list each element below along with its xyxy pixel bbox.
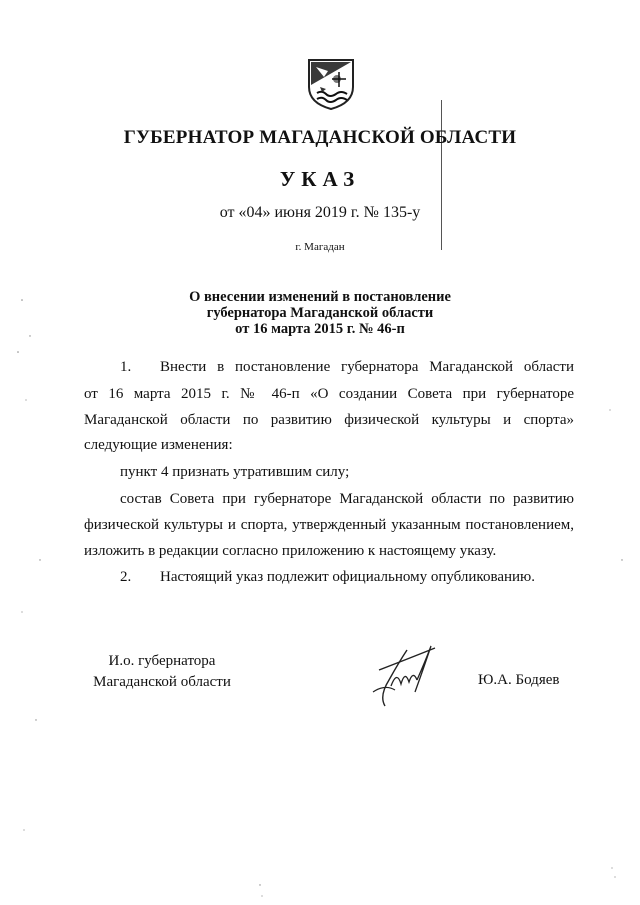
signatory-name: Ю.А. Бодяев [478,672,560,688]
paragraph-1-line-1: Внести в постановление губернатора Магаданской области [160,359,574,375]
paragraph-1-line-2: от 16 марта 2015 г. № 46-п «О создании Совета при губернаторе [84,386,574,402]
amendment-item-b-line-2: физической культуры и спорта, утвержденный указанным постановлением, [84,517,574,533]
paragraph-2-number: 2. [120,569,132,585]
document-type: УКАЗ [279,167,361,191]
signatory-position-line-2: Магаданской области [93,674,231,690]
paragraph-1-line-4: следующие изменения: [84,437,233,453]
amendment-item-b-line-1: состав Совета при губернаторе Магаданской области по развитию [120,491,574,507]
amendment-item-b-line-3: изложить в редакции согласно приложению к настоящему указу. [84,543,497,559]
subject-line-2: губернатора Магаданской области [206,305,434,321]
paragraph-2-text: Настоящий указ подлежит официальному опубликованию. [160,569,536,585]
signatory-position [92,651,232,693]
subject-line-3: от 16 марта 2015 г. № 46-п [235,321,405,337]
city-of-issue: г. Магадан [295,241,345,253]
subject-line-1: О внесении изменений в постановление [189,289,451,305]
signatory-position-line-1: И.о. губернатора [108,653,216,669]
document-subject [0,289,640,337]
handwritten-signature [365,640,445,712]
issuing-authority: ГУБЕРНАТОР МАГАДАНСКОЙ ОБЛАСТИ [123,127,517,148]
amendment-item-a: пункт 4 признать утратившим силу; [120,464,350,480]
paragraph-1-number: 1. [120,359,132,375]
date-and-number: от «04» июня 2019 г. № 135-у [219,204,421,221]
paragraph-1-line-3: Магаданской области по развитию физической культуры и спорта» [84,412,574,428]
coat-of-arms-icon [306,57,356,111]
